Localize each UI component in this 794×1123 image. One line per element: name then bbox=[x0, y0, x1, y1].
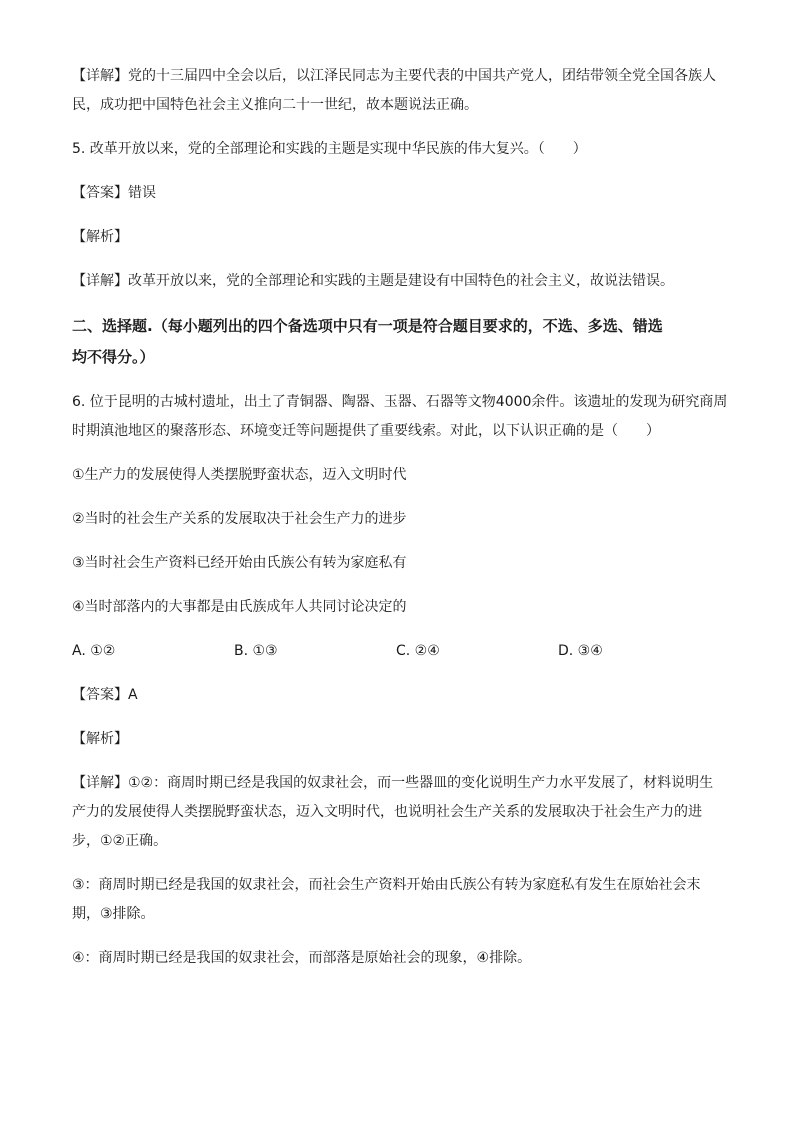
statement-1: ①生产力的发展使得人类摆脱野蛮状态，迈入文明时代 bbox=[72, 467, 407, 483]
option-c: C. ②④ bbox=[396, 643, 440, 659]
statement-2: ②当时的社会生产关系的发展取决于社会生产力的进步 bbox=[72, 511, 407, 527]
detail-q6-line3: 步，①②正确。 bbox=[72, 833, 168, 849]
detail-q4-line2: 民，成功把中国特色社会主义推向二十一世纪，故本题说法正确。 bbox=[72, 97, 478, 113]
options-row bbox=[72, 637, 722, 666]
answer-q6: 【答案】A bbox=[72, 687, 138, 703]
section-2-title-line2: 均不得分。） bbox=[72, 348, 155, 366]
analysis-q5-label: 【解析】 bbox=[72, 229, 128, 245]
detail-q6-line1: 【详解】①②：商周时期已经是我国的奴隶社会，而一些器皿的变化说明生产力水平发展了，材料说明生 bbox=[72, 775, 714, 791]
option-d: D. ③④ bbox=[558, 643, 603, 659]
explanation-4: ④：商周时期已经是我国的奴隶社会，而部落是原始社会的现象，④排除。 bbox=[72, 950, 532, 966]
explanation-3-line1: ③：商周时期已经是我国的奴隶社会，而社会生产资料开始由氏族公有转为家庭私有发生在原始社会末 bbox=[72, 877, 701, 893]
statement-3: ③当时社会生产资料已经开始由氏族公有转为家庭私有 bbox=[72, 555, 407, 571]
section-2-title-line1: 二、选择题.（每小题列出的四个备选项中只有一项是符合题目要求的，不选、多选、错选 bbox=[72, 317, 663, 335]
statement-4: ④当时部落内的大事都是由氏族成年人共同讨论决定的 bbox=[72, 599, 407, 615]
detail-q6-line2: 产力的发展使得人类摆脱野蛮状态，迈入文明时代，也说明社会生产关系的发展取决于社会生产力的进 bbox=[72, 804, 702, 820]
option-a: A. ①② bbox=[72, 643, 116, 659]
question-5: 5. 改革开放以来，党的全部理论和实践的主题是实现中华民族的伟大复兴。（ ） bbox=[72, 141, 587, 157]
explanation-3-line2: 期，③排除。 bbox=[72, 906, 155, 922]
question-6-line2: 时期滇池地区的聚落形态、环境变迁等问题提供了重要线索。对此，以下认识正确的是（ ） bbox=[72, 423, 660, 439]
option-b: B. ①③ bbox=[234, 643, 278, 659]
detail-q5: 【详解】改革开放以来，党的全部理论和实践的主题是建设有中国特色的社会主义，故说法错误。 bbox=[72, 273, 674, 289]
answer-q5: 【答案】错误 bbox=[72, 185, 156, 201]
detail-q4-line1: 【详解】党的十三届四中全会以后，以江泽民同志为主要代表的中国共产党人，团结带领全党全国各族人 bbox=[72, 68, 716, 84]
document-page bbox=[72, 62, 728, 973]
analysis-q6-label: 【解析】 bbox=[72, 731, 128, 747]
question-6-line1: 6. 位于昆明的古城村遗址，出土了青铜器、陶器、玉器、石器等文物4000余件。该遗址的发现为研究商周 bbox=[72, 394, 728, 410]
